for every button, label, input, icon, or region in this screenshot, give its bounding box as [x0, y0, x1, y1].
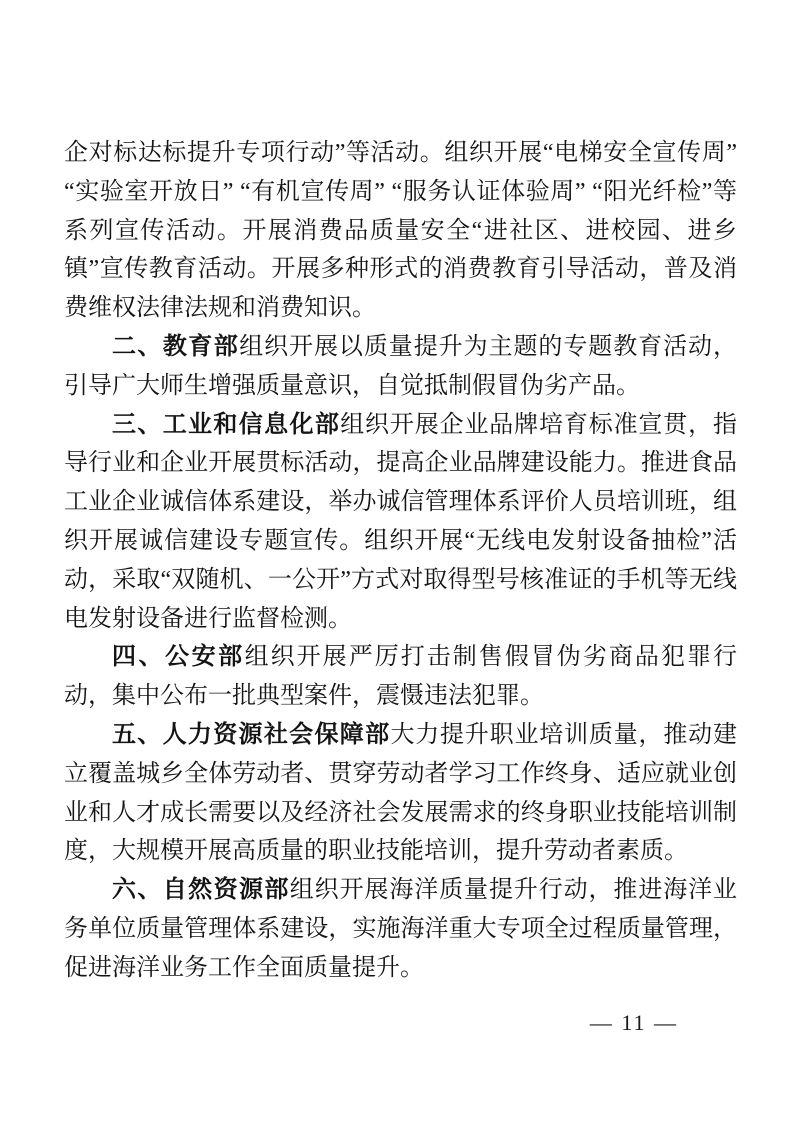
paragraph-text: 企对标达标提升专项行动”等活动。组织开展“电梯安全宣传周” “实验室开放日” “有机宣传周” “服务认证体验周” “阳光纤检”等系列宣传活动。开展消费品质量安全“进社区、进校园、进乡镇”宣传教育活动。开展多种形式的消费教育引导活动，普及消费维权法律法规和消费知识。 — [64, 140, 737, 322]
page-number: — 11 — — [589, 1010, 678, 1035]
paragraph — [64, 406, 737, 639]
paragraph-text: 组织开展企业品牌培育标准宣贯，指导行业和企业开展贯标活动，提高企业品牌建设能力。推进食品工业企业诚信体系建设，举办诚信管理体系评价人员培训班，组织开展诚信建设专题宣传。组织开展“无线电发射设备抽检”活动，采取“双随机、一公开”方式对取得型号核准证的手机等无线电发射设备进行监督检测。 — [64, 411, 737, 632]
section-heading-human-resources: 五、人力资源社会保障部 — [112, 720, 391, 748]
paragraph — [64, 716, 737, 871]
paragraph — [64, 134, 737, 328]
section-heading-public-security: 四、公安部 — [112, 643, 245, 671]
document-body — [64, 134, 737, 988]
paragraph — [64, 638, 737, 716]
section-heading-education: 二、教育部 — [112, 332, 240, 360]
section-heading-industry-it: 三、工业和信息化部 — [112, 410, 341, 438]
paragraph-text: 组织开展严厉打击制售假冒伪劣商品犯罪行动，集中公布一批典型案件，震慑违法犯罪。 — [64, 644, 737, 710]
paragraph — [64, 328, 737, 406]
paragraph-text: 组织开展海洋质量提升行动，推进海洋业务单位质量管理体系建设，实施海洋重大专项全过程质量管理，促进海洋业务工作全面质量提升。 — [64, 877, 738, 981]
paragraph-text: 大力提升职业培训质量，推动建立覆盖城乡全体劳动者、贯穿劳动者学习工作终身、适应就业创业和人才成长需要以及经济社会发展需求的终身职业技能培训制度，大规模开展高质量的职业技能培训，提升劳动者素质。 — [64, 721, 737, 865]
paragraph — [64, 871, 737, 987]
section-heading-natural-resources: 六、自然资源部 — [112, 876, 290, 904]
paragraph-text: 组织开展以质量提升为主题的专题教育活动，引导广大师生增强质量意识，自觉抵制假冒伪劣产品。 — [64, 333, 737, 399]
